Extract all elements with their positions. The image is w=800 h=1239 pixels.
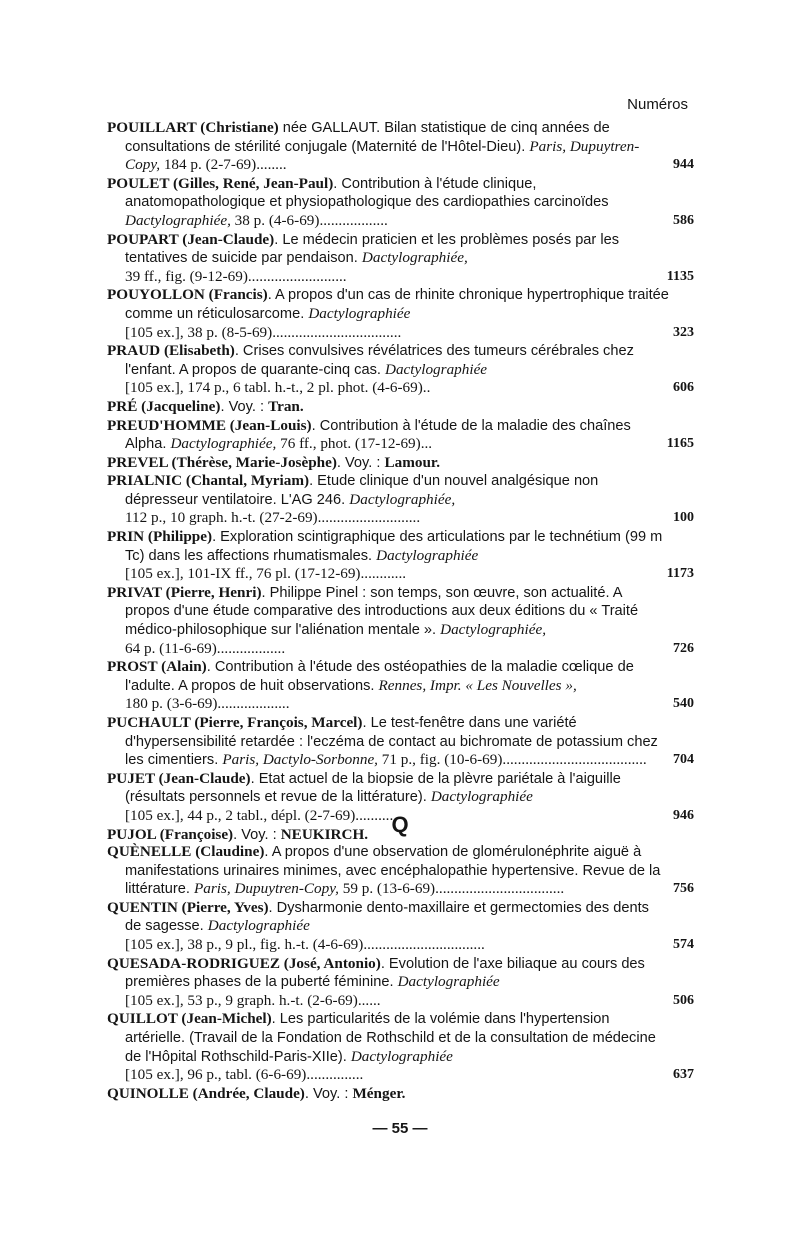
entry-pagination: 64 p. (11-6-69).................. bbox=[125, 639, 286, 657]
bibliography-entry bbox=[107, 230, 694, 287]
entry-pagination: [105 ex.], 38 p., 9 pl., fig. h.-t. (4-6-69)................................ bbox=[125, 935, 485, 953]
entry-pagination: 38 p. (4-6-69).................. bbox=[230, 211, 388, 229]
entry-number: 323 bbox=[673, 324, 694, 340]
entry-author-name: PRIN (Philippe) bbox=[107, 528, 213, 546]
entry-author-name: PRIALNIC (Chantal, Myriam) bbox=[107, 472, 310, 490]
column-header-numeros: Numéros bbox=[627, 96, 688, 113]
entry-publisher-italic: Dactylographiée, bbox=[170, 435, 277, 453]
entry-title-text: . Etat actuel de la biopsie de la plèvre pariétale à l'aiguille (résultats personnels et revue de la littérature). bbox=[125, 770, 621, 806]
entry-pagination: [105 ex.], 44 p., 2 tabl., dépl. (2-7-69)........... bbox=[125, 806, 398, 824]
entry-author-name: QUENTIN (Pierre, Yves) bbox=[107, 898, 269, 916]
entry-title-text: . Voy. : bbox=[304, 1085, 353, 1102]
entry-author-name: POUILLART (Christiane) bbox=[107, 119, 279, 136]
entry-author-name: POUYOLLON (Francis) bbox=[107, 286, 268, 304]
entry-publisher-italic: Rennes, Impr. « Les Nouvelles », bbox=[378, 676, 577, 694]
bibliography-entry bbox=[107, 174, 694, 231]
bibliography-entry bbox=[107, 658, 694, 714]
entry-pagination: NEUKIRCH. bbox=[280, 825, 369, 843]
entry-pagination: [105 ex.], 53 p., 9 graph. h.-t. (2-6-69)...... bbox=[125, 991, 381, 1009]
entry-author-name: QUILLOT (Jean-Michel) bbox=[107, 1010, 272, 1028]
entries-section-q bbox=[107, 843, 694, 1103]
entry-publisher-italic: Paris, Dactylo-Sorbonne, bbox=[222, 751, 378, 769]
entry-pagination: [105 ex.], 101-IX ff., 76 pl. (17-12-69)............ bbox=[125, 565, 407, 583]
section-letter-heading: Q bbox=[391, 812, 409, 837]
entry-publisher-italic: Dactylographiée, bbox=[440, 621, 546, 639]
bibliography-entry bbox=[107, 398, 669, 417]
entry-title-text: . A propos d'une observation de glomérulonéphrite aiguë à manifestations urinaires minimes, avec encéphalopathie hypertensive. Revue de la littérature. bbox=[125, 844, 661, 898]
entry-number: 726 bbox=[673, 640, 694, 656]
entry-author-name: PROST (Alain) bbox=[107, 658, 207, 676]
entry-author-name: QUÈNELLE (Claudine) bbox=[107, 843, 265, 860]
entry-title-text: . Contribution à l'étude clinique, anatomopathologique et physiopathologique des cardiopathies carcinoïdes bbox=[125, 175, 609, 211]
entry-pagination: [105 ex.], 38 p. (8-5-69).................................. bbox=[125, 323, 402, 341]
entry-publisher-italic: Paris, Dupuytren-Copy, bbox=[193, 880, 339, 898]
entry-title-text: née GALLAUT. Bilan statistique de cinq années de consultations de stérilité conjugale (Maternité de l'Hôtel-Dieu). bbox=[125, 120, 610, 155]
entry-publisher-italic: Dactylographiée bbox=[430, 788, 533, 806]
entry-title-text: . Les particularités de la volémie dans l'hypertension artérielle. (Travail de la Fondation de Rothschild et de la consultation de médecine de l'Hôpital Rothschild-Paris-XIIe). bbox=[125, 1011, 656, 1065]
entry-pagination: 112 p., 10 graph. h.-t. (27-2-69)........................... bbox=[125, 509, 421, 527]
bibliography-entry bbox=[107, 1085, 669, 1104]
bibliography-entry bbox=[107, 1010, 694, 1084]
bibliography-entry bbox=[107, 416, 694, 454]
page-number: — 55 — bbox=[372, 1120, 428, 1137]
entry-publisher-italic: Dactylographiée, bbox=[361, 249, 468, 267]
entry-number: 756 bbox=[673, 881, 694, 897]
entry-number: 506 bbox=[673, 992, 694, 1008]
entry-author-name: PRIVAT (Pierre, Henri) bbox=[107, 583, 262, 601]
bibliography-entry bbox=[107, 454, 669, 473]
bibliography-entry bbox=[107, 472, 694, 528]
bibliography-entry bbox=[107, 898, 694, 955]
entry-pagination: 39 ff., fig. (9-12-69).......................... bbox=[125, 267, 347, 285]
entry-author-name: PRÉ (Jacqueline) bbox=[107, 397, 221, 415]
entry-title-text: . Exploration scintigraphique des articulations par le technétium (99 m Tc) dans les affections rhumatismales. bbox=[125, 529, 663, 564]
entry-pagination: [105 ex.], 174 p., 6 tabl. h.-t., 2 pl. phot. (4-6-69).. bbox=[125, 379, 431, 397]
entry-author-name: PUJOL (Françoise) bbox=[107, 825, 234, 843]
entry-pagination: 76 ff., phot. (17-12-69)... bbox=[276, 435, 433, 453]
entry-number: 574 bbox=[673, 936, 694, 952]
entry-publisher-italic: Dactylographiée, bbox=[349, 490, 456, 508]
entries-section-p bbox=[107, 119, 694, 844]
entry-number: 586 bbox=[673, 212, 694, 228]
entry-pagination: Ménger. bbox=[352, 1084, 406, 1102]
entry-number: 540 bbox=[673, 696, 694, 712]
entry-title-text: . A propos d'un cas de rhinite chronique hypertrophique traitée comme un réticulosarcome. bbox=[125, 287, 669, 322]
entry-title-text: . Contribution à l'étude des ostéopathies de la maladie cœlique de l'adulte. A propos de huit observations. bbox=[125, 659, 634, 694]
bibliography-entry bbox=[107, 583, 694, 658]
entry-pagination: 184 p. (2-7-69)........ bbox=[160, 156, 287, 174]
entry-title-text: . Voy. : bbox=[233, 826, 281, 843]
entry-publisher-italic: Dactylographiée bbox=[308, 304, 411, 322]
entry-pagination: 71 p., fig. (10-6-69)...................................... bbox=[377, 751, 647, 769]
entry-number: 946 bbox=[673, 807, 694, 823]
entry-title-text: . Crises convulsives révélatrices des tumeurs cérébrales chez l'enfant. A propos de quarante-cinq cas. bbox=[125, 343, 634, 378]
entry-author-name: POULET (Gilles, René, Jean-Paul) bbox=[107, 174, 334, 192]
entry-number: 1165 bbox=[666, 436, 694, 452]
bibliography-entry bbox=[107, 843, 694, 899]
entry-pagination: [105 ex.], 96 p., tabl. (6-6-69)............... bbox=[125, 1066, 364, 1084]
entry-title-text: . Le médecin praticien et les problèmes posés par les tentatives de suicide par pendaison. bbox=[125, 231, 619, 267]
bibliography-entry bbox=[107, 342, 694, 398]
entry-title-text: . Philippe Pinel : son temps, son œuvre, son actualité. A propos d'une étude comparative des introductions aux deux éditions du « Traité médico-philosophique sur l'aliénation mentale ». bbox=[125, 584, 639, 639]
entry-author-name: POUPART (Jean-Claude) bbox=[107, 230, 275, 248]
entry-pagination: 180 p. (3-6-69)................... bbox=[125, 695, 290, 713]
entry-number: 606 bbox=[673, 380, 694, 396]
entry-publisher-italic: Dactylographiée bbox=[376, 546, 479, 564]
entry-title-text: . Voy. : bbox=[336, 454, 385, 471]
bibliography-entry bbox=[107, 714, 694, 770]
entry-publisher-italic: Dactylographiée bbox=[350, 1047, 453, 1065]
entry-title-text: . Dysharmonie dento-maxillaire et germectomies des dents de sagesse. bbox=[125, 899, 649, 935]
entry-author-name: PREVEL (Thérèse, Marie-Josèphe) bbox=[107, 453, 337, 471]
entry-title-text: . Etude clinique d'un nouvel analgésique non dépresseur ventilatoire. L'AG 246. bbox=[125, 473, 599, 508]
entry-publisher-italic: Paris, Dupuytren-Copy, bbox=[125, 137, 640, 174]
entry-author-name: PUCHAULT (Pierre, François, Marcel) bbox=[107, 714, 363, 731]
entry-number: 704 bbox=[673, 752, 694, 768]
entry-publisher-italic: Dactylographiée bbox=[207, 917, 310, 935]
entry-number: 1135 bbox=[666, 268, 694, 284]
entry-publisher-italic: Dactylographiée bbox=[384, 360, 488, 378]
entry-title-text: . Evolution de l'axe biliaque au cours des premières phases de la puberté féminine. bbox=[125, 955, 645, 991]
entry-title-text: . Voy. : bbox=[220, 398, 269, 415]
entry-author-name: QUINOLLE (Andrée, Claude) bbox=[107, 1084, 305, 1102]
bibliography-entry bbox=[107, 286, 694, 342]
entry-title-text: . Contribution à l'étude de la maladie des chaînes Alpha. bbox=[125, 417, 631, 453]
bibliography-entry bbox=[107, 528, 694, 584]
entry-number: 1173 bbox=[666, 566, 694, 582]
entry-number: 944 bbox=[673, 157, 694, 173]
bibliography-entry bbox=[107, 954, 694, 1011]
entry-pagination: Lamour. bbox=[384, 453, 441, 471]
entry-pagination: 59 p. (13-6-69).................................. bbox=[338, 880, 565, 898]
entry-number: 100 bbox=[673, 510, 694, 526]
entry-author-name: PUJET (Jean-Claude) bbox=[107, 769, 251, 787]
bibliography-entry bbox=[107, 119, 694, 175]
entry-title-text: . Le test-fenêtre dans une variété d'hypersensibilité retardée : l'eczéma de contact au bichromate de potassium chez les cimentiers. bbox=[125, 715, 658, 769]
entry-publisher-italic: Dactylographiée bbox=[397, 973, 500, 991]
entry-author-name: PREUD'HOMME (Jean-Louis) bbox=[107, 416, 312, 434]
entry-pagination: Tran. bbox=[268, 397, 304, 415]
entry-author-name: QUESADA-RODRIGUEZ (José, Antonio) bbox=[107, 954, 381, 972]
entry-publisher-italic: Dactylographiée, bbox=[125, 211, 231, 229]
entry-author-name: PRAUD (Elisabeth) bbox=[107, 342, 235, 360]
entry-number: 637 bbox=[673, 1067, 694, 1083]
